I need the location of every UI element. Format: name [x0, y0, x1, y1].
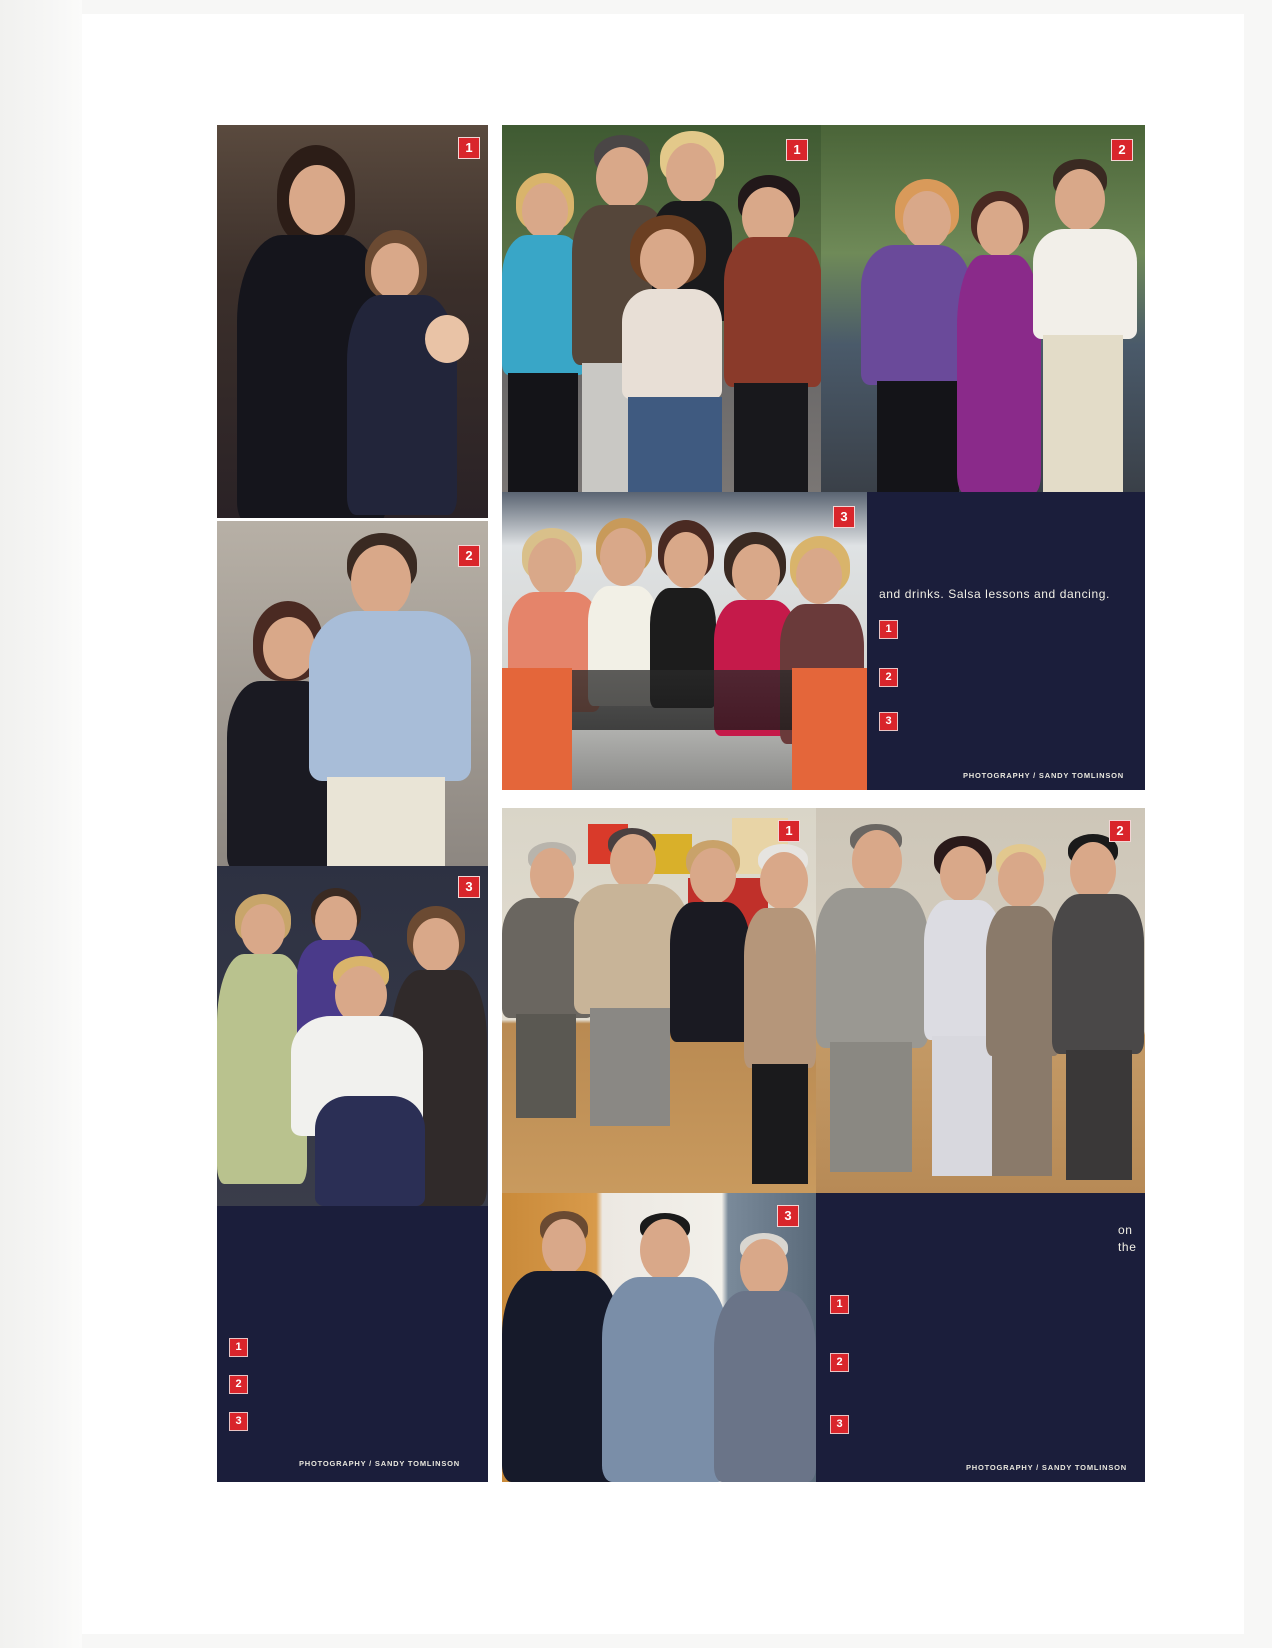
caption-item — [830, 1415, 1130, 1434]
caption-item — [830, 1295, 1130, 1314]
photo-top-3 — [502, 492, 867, 790]
caption-number: 1 — [879, 620, 898, 639]
photo-number-badge: 1 — [458, 137, 480, 159]
caption-panel-bottom — [816, 1193, 1145, 1482]
photo-number-badge: 2 — [1111, 139, 1133, 161]
photo-number-badge: 2 — [458, 545, 480, 567]
photo-number-badge: 1 — [778, 820, 800, 842]
caption-item — [229, 1375, 477, 1394]
caption-number: 3 — [879, 712, 898, 731]
photo-number-badge: 1 — [786, 139, 808, 161]
caption-item — [229, 1338, 477, 1357]
caption-number: 3 — [830, 1415, 849, 1434]
photo-top-1 — [502, 125, 821, 492]
caption-item — [879, 668, 1133, 687]
caption-number: 3 — [229, 1412, 248, 1431]
caption-item — [879, 712, 1133, 731]
photo-bottom-2 — [816, 808, 1145, 1193]
caption-number: 2 — [830, 1353, 849, 1372]
caption-panel-top — [867, 492, 1145, 790]
photo-top-2 — [821, 125, 1145, 492]
scan-edge-shade — [0, 0, 82, 1648]
caption-number: 1 — [830, 1295, 849, 1314]
photo-credit: PHOTOGRAPHY / SANDY TOMLINSON — [299, 1459, 460, 1468]
photo-number-badge: 3 — [833, 506, 855, 528]
caption-item — [879, 620, 1133, 639]
intro-word-on: on — [1118, 1223, 1133, 1237]
caption-number: 2 — [879, 668, 898, 687]
panel-intro-ending: and drinks. Salsa lessons and dancing. — [879, 587, 1110, 601]
photo-left-1 — [217, 125, 488, 518]
photo-credit: PHOTOGRAPHY / SANDY TOMLINSON — [966, 1463, 1127, 1472]
intro-word-the: the — [1118, 1240, 1137, 1254]
caption-number: 2 — [229, 1375, 248, 1394]
caption-number: 1 — [229, 1338, 248, 1357]
photo-number-badge: 3 — [777, 1205, 799, 1227]
photo-bottom-1 — [502, 808, 816, 1193]
caption-item — [830, 1353, 1130, 1372]
caption-item — [229, 1412, 477, 1431]
photo-left-2 — [217, 521, 488, 866]
photo-number-badge: 2 — [1109, 820, 1131, 842]
photo-credit: PHOTOGRAPHY / SANDY TOMLINSON — [963, 771, 1124, 780]
photo-number-badge: 3 — [458, 876, 480, 898]
photo-left-3 — [217, 866, 488, 1206]
photo-bottom-3 — [502, 1193, 816, 1482]
caption-panel-left — [217, 1206, 488, 1482]
